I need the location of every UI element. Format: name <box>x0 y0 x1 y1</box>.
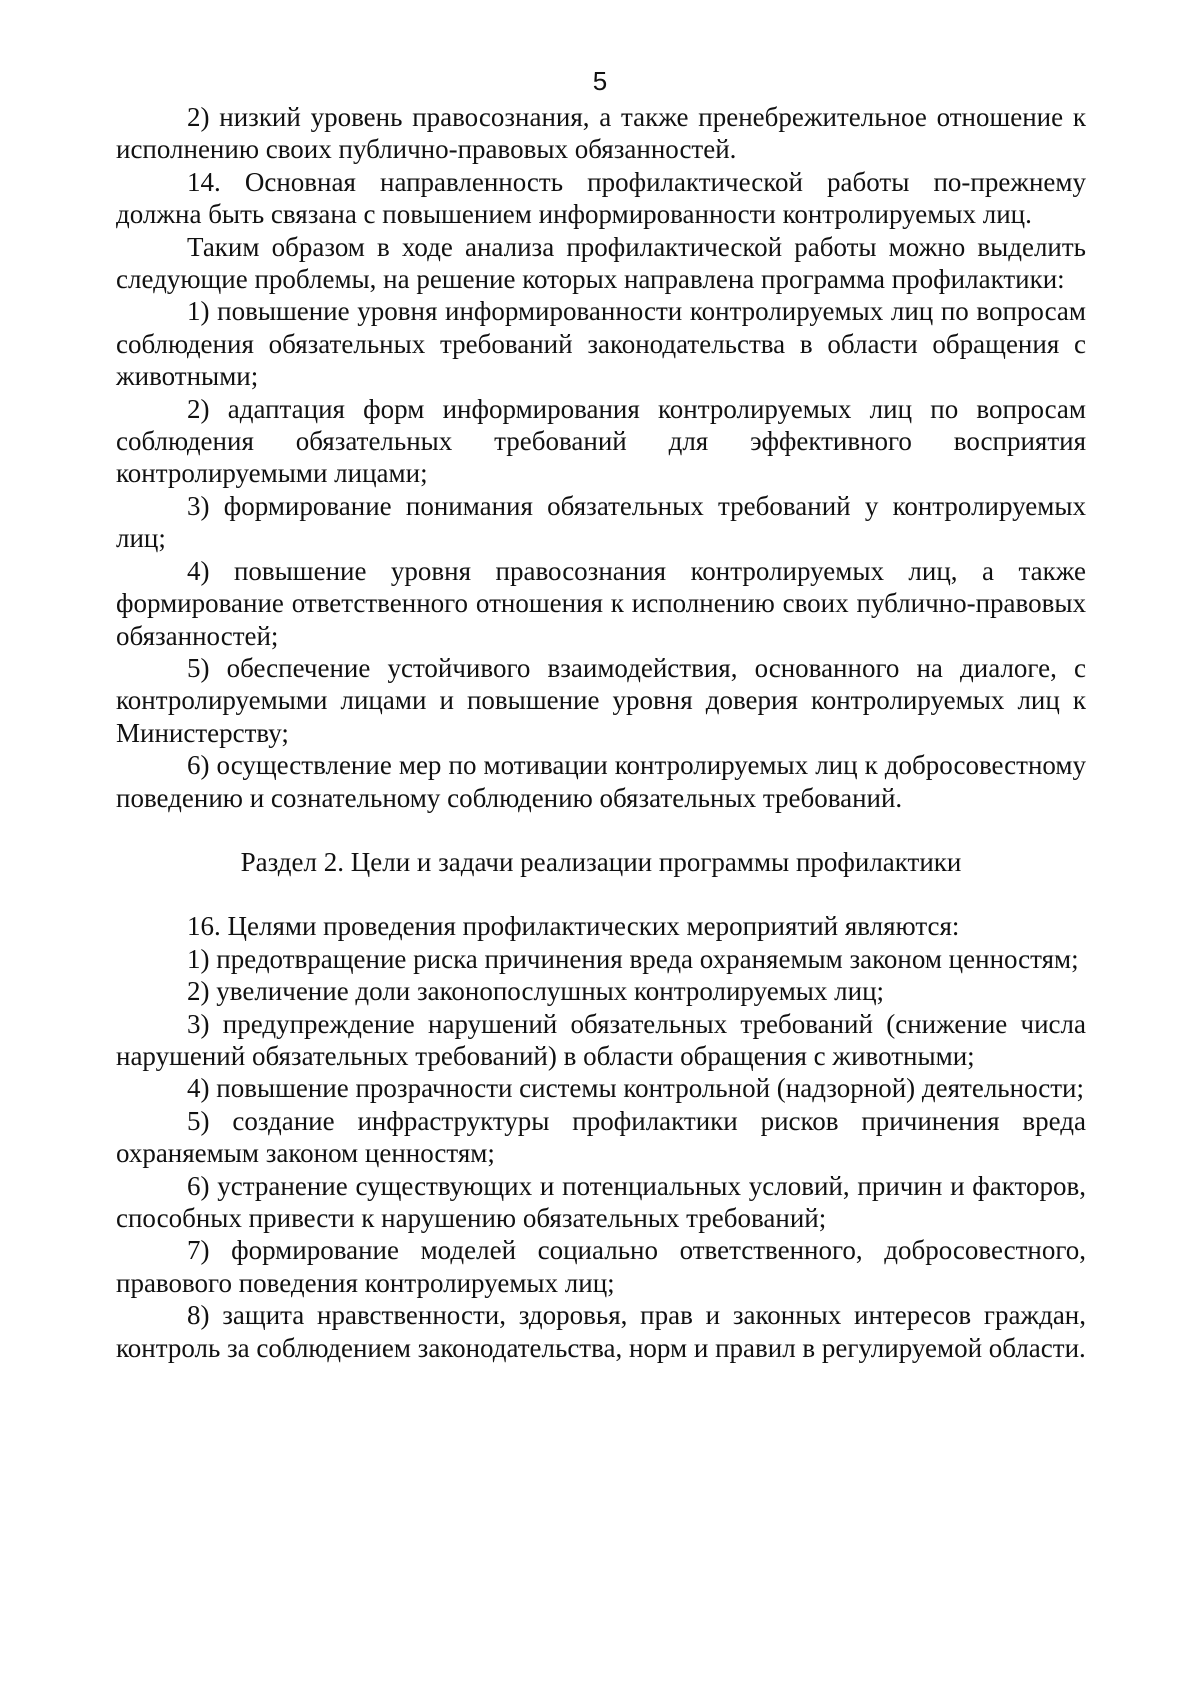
list-item: 1) предотвращение риска причинения вреда охраняемым законом ценностям; <box>187 943 1079 974</box>
paragraph: 2) низкий уровень правосознания, а также пренебрежительное отношение к исполнению своих публично-правовых обязанностей. <box>116 102 1086 165</box>
paragraph: 14. Основная направленность профилактической работы по-прежнему должна быть связана с повышением информированности контролируемых лиц. <box>116 166 1086 230</box>
list-item: 3) предупреждение нарушений обязательных требований (снижение числа нарушений обязательных требований) в области обращения с животными; <box>116 1008 1086 1071</box>
list-item: 8) защита нравственности, здоровья, прав и законных интересов граждан, контроль за соблюдением законодательства, норм и правил в регулируемой области. <box>116 1300 1086 1363</box>
document-body <box>116 101 1086 1364</box>
list-item: 1) повышение уровня информированности контролируемых лиц по вопросам соблюдения обязательных требований законодательства в области обращения с животными; <box>116 296 1086 392</box>
list-item: 2) увеличение доли законопослушных контролируемых лиц; <box>187 976 885 1007</box>
paragraph: Таким образом в ходе анализа профилактической работы можно выделить следующие проблемы, на решение которых направлена программа профилактики: <box>116 231 1086 295</box>
list-item: 4) повышение уровня правосознания контролируемых лиц, а также формирование ответственного отношения к исполнению своих публично-правовых обязанностей; <box>116 555 1086 651</box>
list-item: 7) формирование моделей социально ответственного, добросовестного, правового поведения контролируемых лиц; <box>116 1235 1086 1298</box>
list-item: 4) повышение прозрачности системы контрольной (надзорной) деятельности; <box>187 1073 1084 1104</box>
paragraph: 16. Целями проведения профилактических мероприятий являются: <box>187 911 960 942</box>
list-item: 3) формирование понимания обязательных требований у контролируемых лиц; <box>116 490 1086 554</box>
list-item: 5) создание инфраструктуры профилактики рисков причинения вреда охраняемым законом ценностям; <box>116 1105 1086 1169</box>
list-item: 6) осуществление мер по мотивации контролируемых лиц к добросовестному поведению и сознательному соблюдению обязательных требований. <box>116 750 1086 813</box>
list-item: 5) обеспечение устойчивого взаимодействия, основанного на диалоге, с контролируемыми лицами и повышение уровня доверия контролируемых лиц к Министерству; <box>116 652 1086 748</box>
page-number: 5 <box>592 66 608 96</box>
list-item: 6) устранение существующих и потенциальных условий, причин и факторов, способных привести к нарушению обязательных требований; <box>116 1170 1086 1233</box>
list-item: 2) адаптация форм информирования контролируемых лиц по вопросам соблюдения обязательных требований для эффективного восприятия контролируемыми лицами; <box>116 393 1086 489</box>
section-heading: Раздел 2. Цели и задачи реализации программы профилактики <box>240 846 962 877</box>
